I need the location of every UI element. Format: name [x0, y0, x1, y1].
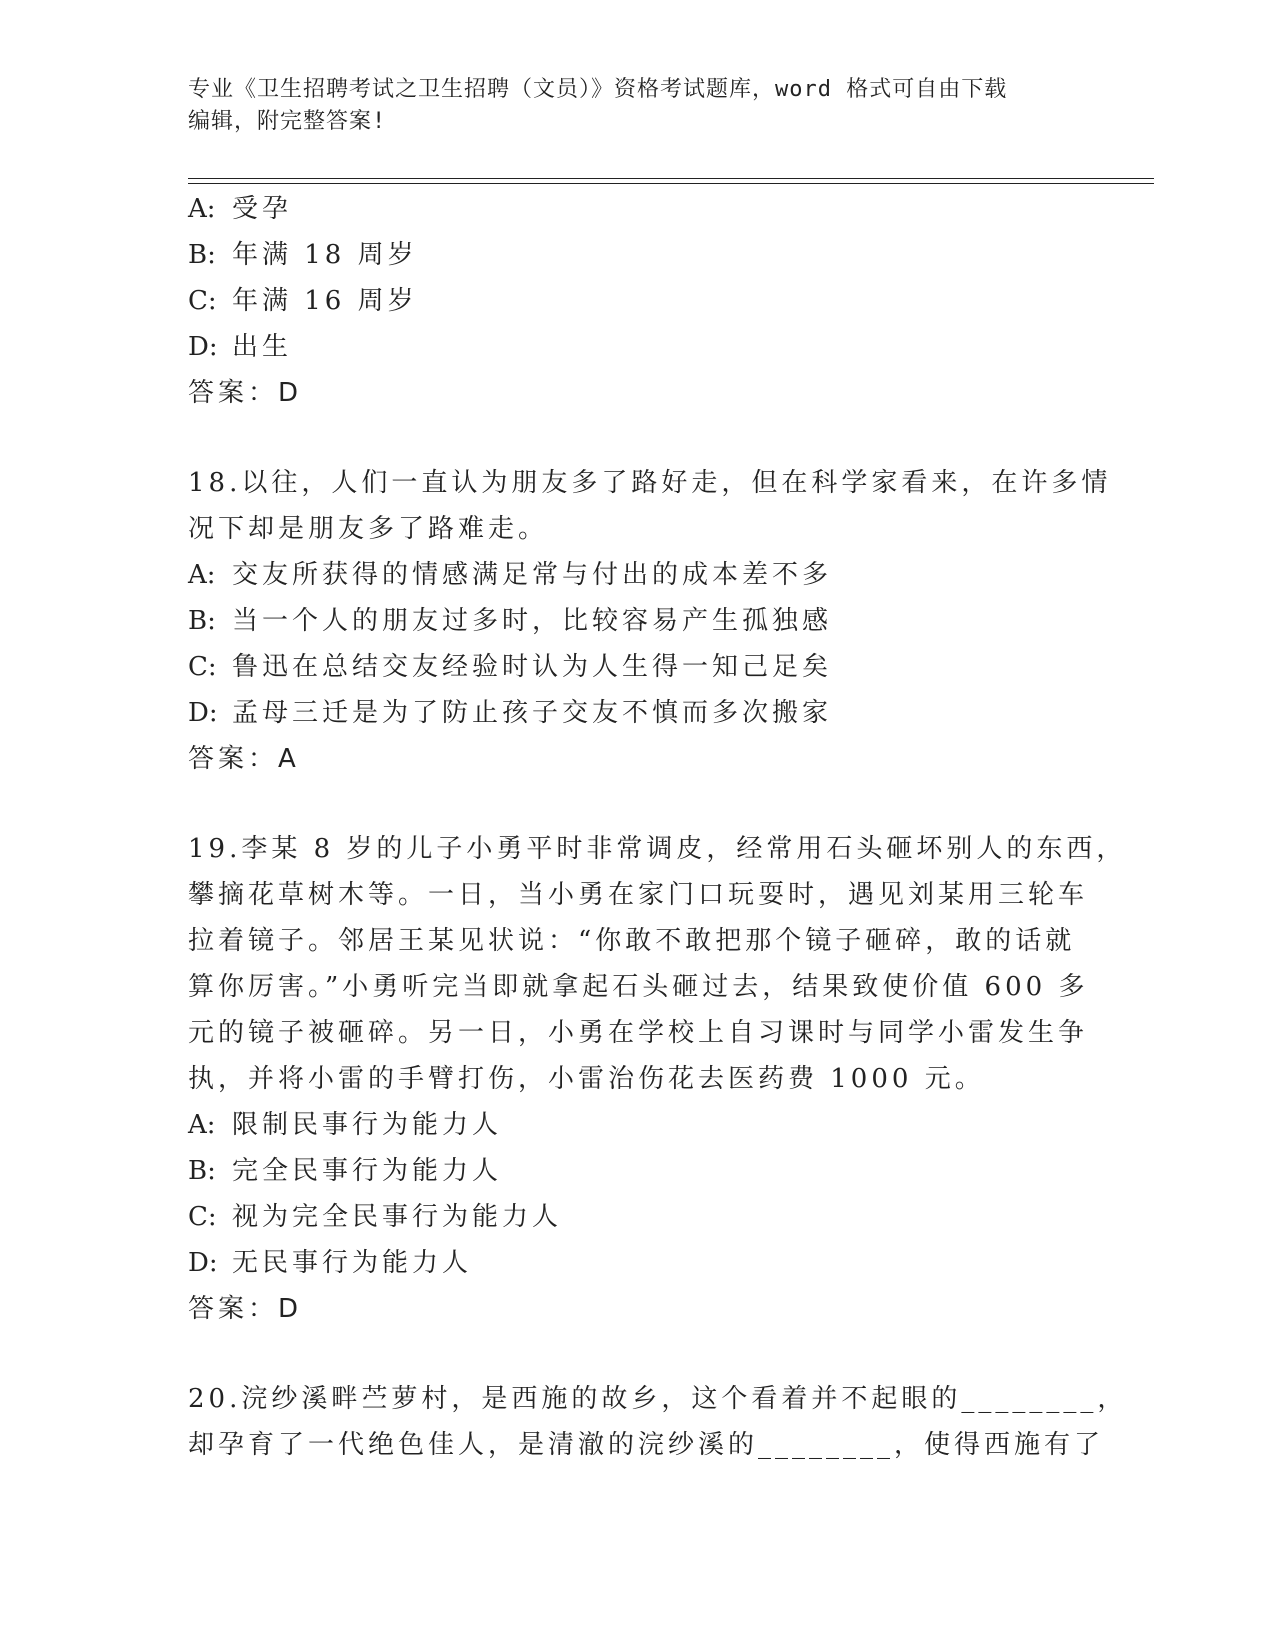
option-key: B: — [188, 240, 216, 270]
answer-line: 答案：A — [188, 744, 300, 774]
question-block-q17-tail — [188, 186, 1088, 416]
question-text-line: 20.浣纱溪畔苎萝村，是西施的故乡，这个看着并不起眼的________， — [188, 1384, 1128, 1414]
option-key: C: — [188, 652, 217, 682]
option-d — [188, 324, 1088, 370]
option-key: B: — [188, 606, 216, 636]
option-c — [188, 278, 1088, 324]
header-line-1: 专业《卫生招聘考试之卫生招聘（文员）》资格考试题库，word 格式可自由下载 — [188, 77, 1008, 102]
header-line-2: 编辑，附完整答案! — [188, 109, 387, 134]
option-key: B: — [188, 1156, 216, 1186]
option-key: C: — [188, 286, 217, 316]
question-text-line: 执，并将小雷的手臂打伤，小雷治伤花去医药费 1000 元。 — [188, 1064, 985, 1094]
option-text: 完全民事行为能力人 — [232, 1156, 503, 1186]
block-gap — [188, 782, 1088, 826]
block-gap — [188, 416, 1088, 460]
option-text: 受孕 — [232, 194, 293, 224]
question-text-line: 18.以往，人们一直认为朋友多了路好走，但在科学家看来，在许多情 — [188, 468, 1112, 498]
option-text: 无民事行为能力人 — [232, 1248, 473, 1278]
question-text-line: 元的镜子被砸碎。另一日，小勇在学校上自习课时与同学小雷发生争 — [188, 1018, 1089, 1048]
option-key: D: — [188, 698, 218, 728]
header-rule-top — [188, 178, 1154, 179]
question-text-line: 19.李某 8 岁的儿子小勇平时非常调皮，经常用石头砸坏别人的东西， — [188, 834, 1127, 864]
question-text-line: 算你厉害。”小勇听完当即就拿起石头砸过去，结果致使价值 600 多 — [188, 972, 1089, 1002]
question-text-line: 拉着镜子。邻居王某见状说：“你敢不敢把那个镜子砸碎，敢的话就 — [188, 926, 1076, 956]
question-block-q20 — [188, 1376, 1128, 1468]
option-key: A: — [188, 194, 216, 224]
header-rule-bottom — [188, 183, 1154, 184]
option-d — [188, 1240, 1088, 1286]
question-block-q18 — [188, 460, 1112, 782]
answer-line: 答案：D — [188, 378, 303, 408]
question-text-line: 却孕育了一代绝色佳人，是清澈的浣纱溪的________，使得西施有了 — [188, 1430, 1105, 1460]
option-key: D: — [188, 1248, 218, 1278]
option-key: A: — [188, 560, 216, 590]
option-a — [188, 186, 1088, 232]
question-list — [188, 186, 1128, 1468]
option-key: A: — [188, 1110, 216, 1140]
option-key: C: — [188, 1202, 217, 1232]
option-d — [188, 690, 1088, 736]
option-text: 限制民事行为能力人 — [232, 1110, 503, 1140]
option-a — [188, 552, 1088, 598]
question-text-line: 攀摘花草树木等。一日，当小勇在家门口玩耍时，遇见刘某用三轮车 — [188, 880, 1089, 910]
option-key: D: — [188, 332, 218, 362]
option-text: 视为完全民事行为能力人 — [232, 1202, 563, 1232]
question-block-q19 — [188, 826, 1127, 1332]
block-gap — [188, 1332, 1088, 1376]
option-text: 当一个人的朋友过多时，比较容易产生孤独感 — [232, 606, 833, 636]
option-text: 出生 — [232, 332, 293, 362]
option-text: 鲁迅在总结交友经验时认为人生得一知己足矣 — [232, 652, 833, 682]
answer-line: 答案：D — [188, 1294, 303, 1324]
option-c — [188, 644, 1088, 690]
option-b — [188, 598, 1088, 644]
option-b — [188, 1148, 1088, 1194]
option-text: 交友所获得的情感满足常与付出的成本差不多 — [232, 560, 833, 590]
page-header — [188, 74, 1088, 138]
option-text: 年满 18 周岁 — [232, 240, 418, 270]
option-a — [188, 1102, 1088, 1148]
option-b — [188, 232, 1088, 278]
option-text: 孟母三迁是为了防止孩子交友不慎而多次搬家 — [232, 698, 833, 728]
option-c — [188, 1194, 1088, 1240]
option-text: 年满 16 周岁 — [232, 286, 418, 316]
question-text-line: 况下却是朋友多了路难走。 — [188, 514, 549, 544]
